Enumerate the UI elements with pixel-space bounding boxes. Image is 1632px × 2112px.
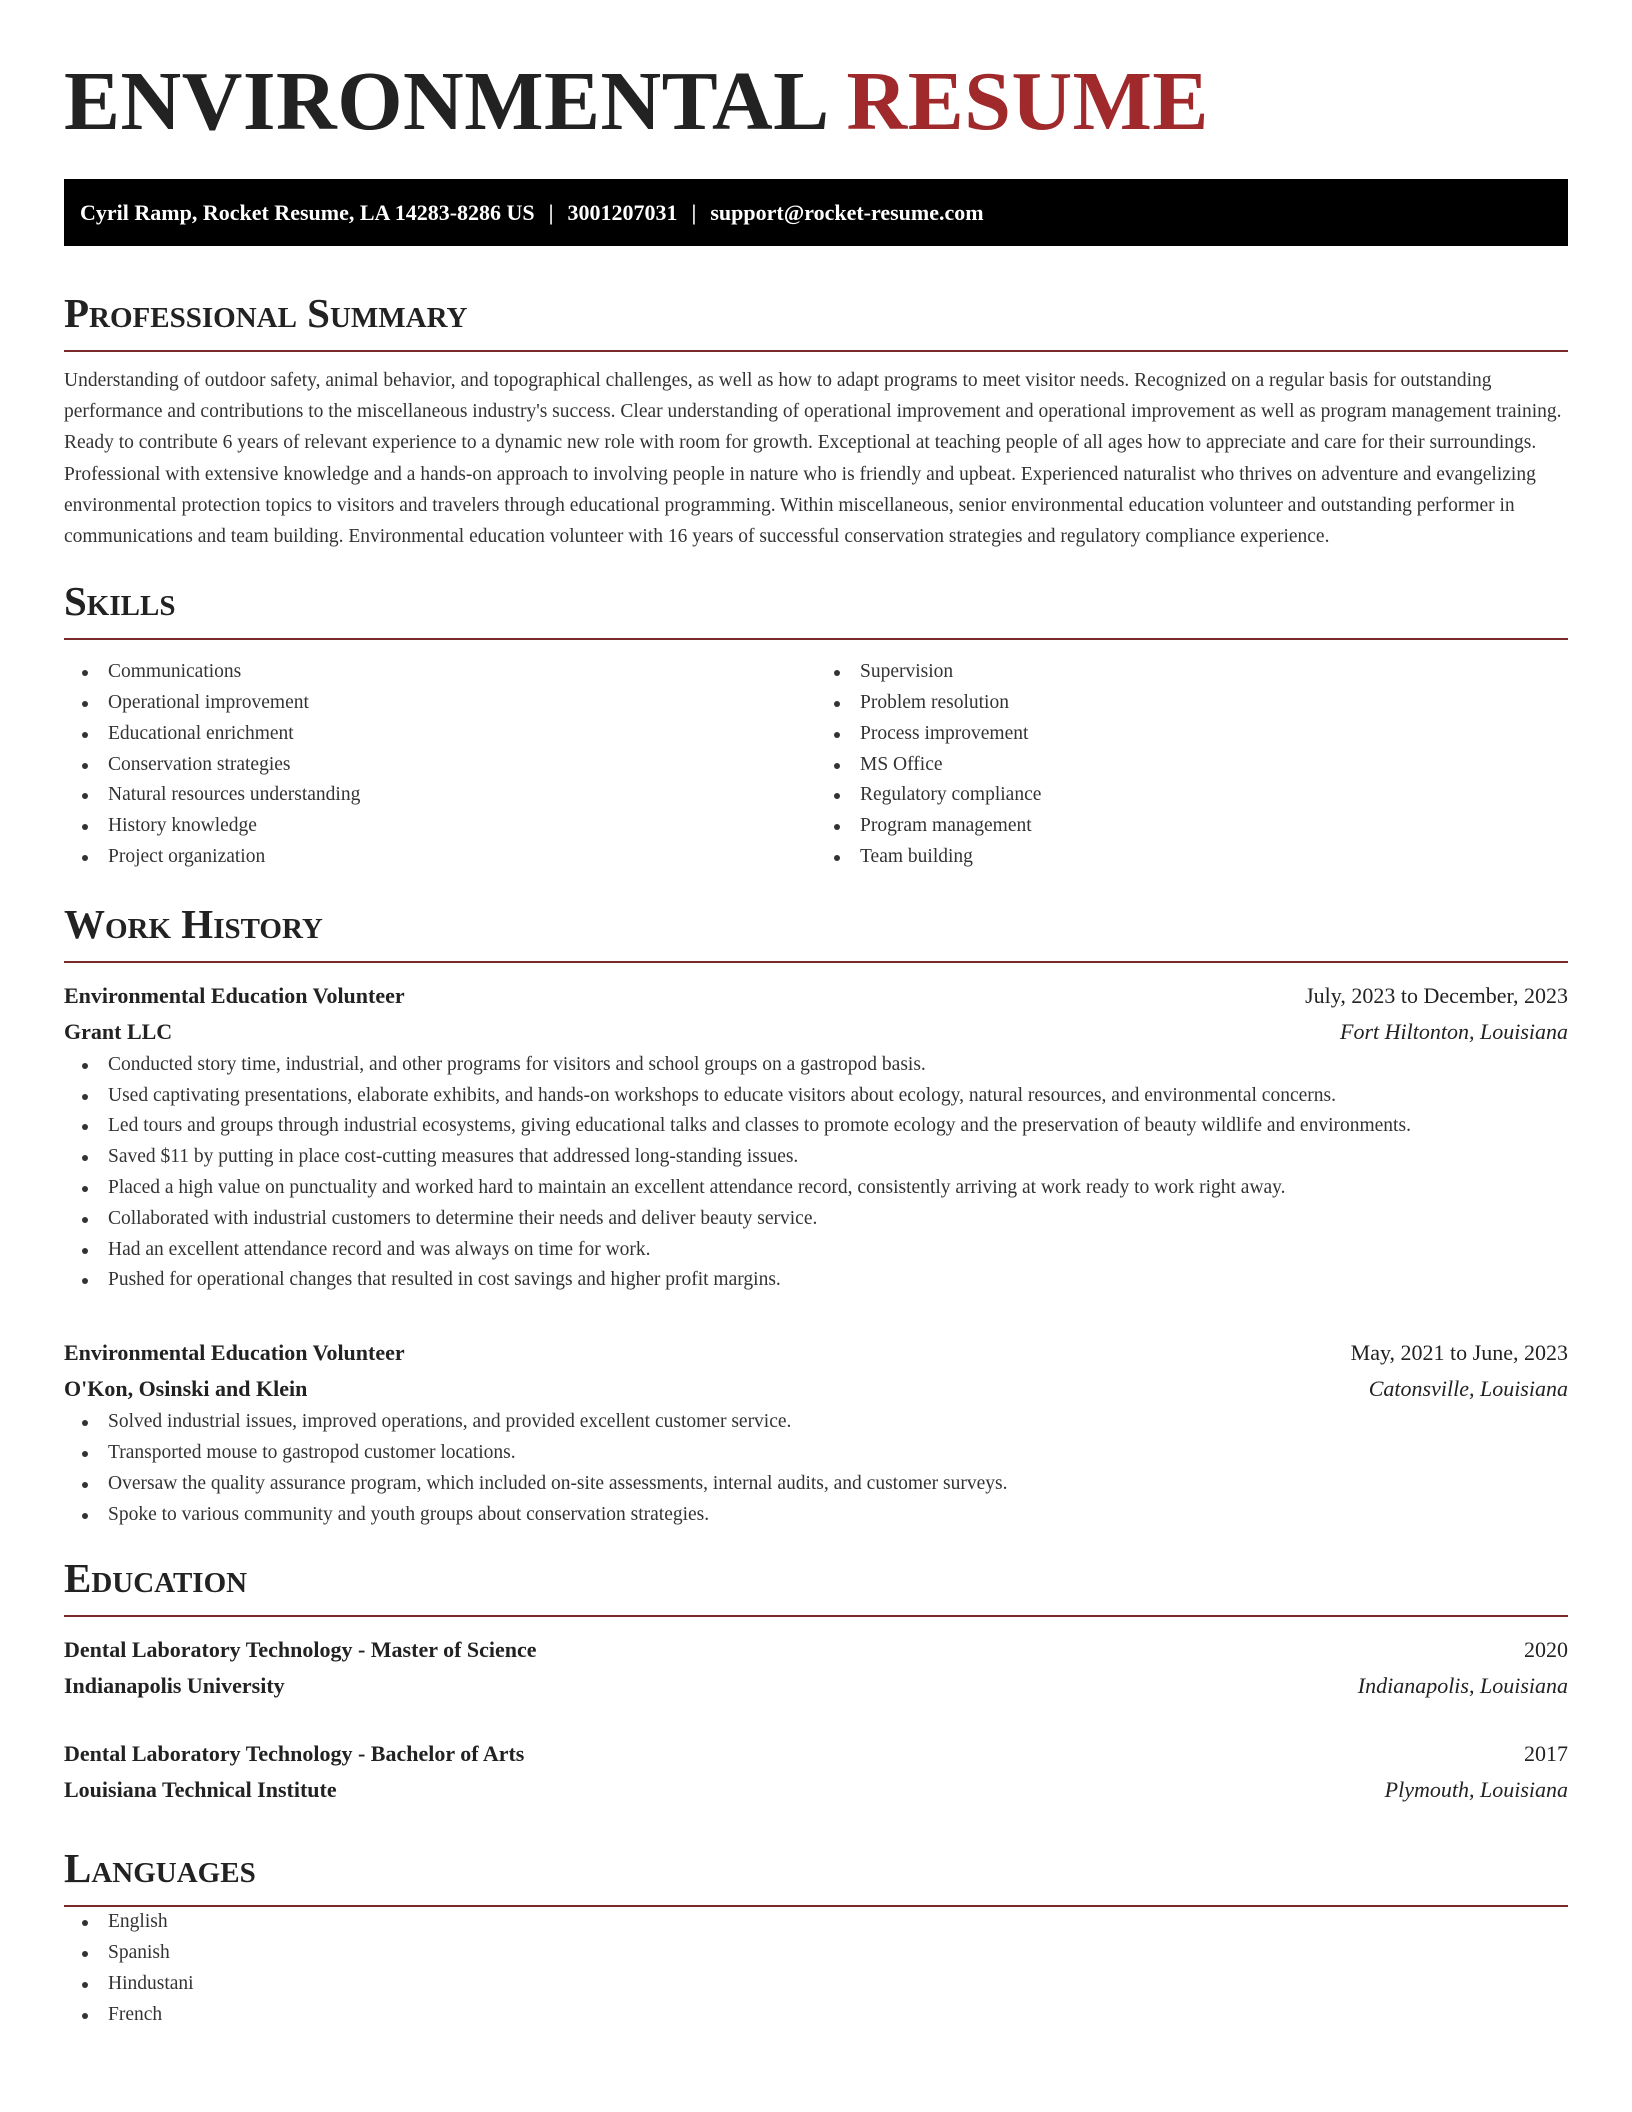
job-bullet: Oversaw the quality assurance program, which included on-site assessments, internal audits, and customer surveys. <box>108 1469 1568 1500</box>
resume-title <box>64 56 1568 148</box>
skill-item: Program management <box>860 811 1568 842</box>
education-section <box>64 1551 1568 1808</box>
title-main: ENVIRONMENTAL <box>64 55 826 148</box>
job-location: Catonsville, Louisiana <box>1368 1376 1568 1402</box>
education-school: Indianapolis University <box>64 1673 285 1699</box>
job-bullet: Solved industrial issues, improved operations, and provided excellent customer service. <box>108 1407 1568 1438</box>
job-bullet: Transported mouse to gastropod customer locations. <box>108 1438 1568 1469</box>
section-heading-work-history: Work History <box>64 897 1568 963</box>
contact-bar <box>64 179 1568 246</box>
language-item: French <box>108 2000 1568 2031</box>
section-heading-languages: Languages <box>64 1841 1568 1907</box>
languages-section <box>64 1841 1568 2030</box>
job-dates: July, 2023 to December, 2023 <box>1305 982 1568 1008</box>
job-title: Environmental Education Volunteer <box>64 1340 405 1366</box>
job-bullet: Pushed for operational changes that resulted in cost savings and higher profit margins. <box>108 1265 1568 1296</box>
skills-list-left <box>64 657 816 873</box>
skill-item: Process improvement <box>860 719 1568 750</box>
job-bullet: Spoke to various community and youth groups about conservation strategies. <box>108 1500 1568 1531</box>
skill-item: Problem resolution <box>860 688 1568 719</box>
contact-phone[interactable]: 3001207031 <box>567 200 678 225</box>
education-location: Indianapolis, Louisiana <box>1357 1673 1568 1699</box>
job-bullet: Conducted story time, industrial, and other programs for visitors and school groups on a gastropod basis. <box>108 1050 1568 1081</box>
education-school-row <box>64 1668 1568 1704</box>
skill-item: Conservation strategies <box>108 750 816 781</box>
job-bullet: Collaborated with industrial customers to determine their needs and deliver beauty service. <box>108 1204 1568 1235</box>
job-entry <box>64 1335 1568 1530</box>
job-bullet-list <box>64 1050 1568 1296</box>
education-school: Louisiana Technical Institute <box>64 1777 337 1803</box>
job-title: Environmental Education Volunteer <box>64 982 405 1008</box>
skill-item: Team building <box>860 842 1568 873</box>
contact-separator: | <box>548 200 554 225</box>
job-bullet: Had an excellent attendance record and was always on time for work. <box>108 1235 1568 1266</box>
education-year: 2017 <box>1524 1741 1568 1767</box>
skill-item: Project organization <box>108 842 816 873</box>
education-degree: Dental Laboratory Technology - Master of Science <box>64 1637 537 1663</box>
language-item: Hindustani <box>108 1969 1568 2000</box>
job-dates: May, 2021 to June, 2023 <box>1350 1340 1568 1366</box>
education-degree-row <box>64 1736 1568 1772</box>
contact-address: Cyril Ramp, Rocket Resume, LA 14283-8286 US <box>80 200 535 225</box>
job-bullet: Saved $11 by putting in place cost-cutting measures that addressed long-standing issues. <box>108 1142 1568 1173</box>
job-bullet: Placed a high value on punctuality and worked hard to maintain an excellent attendance record, consistently arriving at work ready to work right away. <box>108 1173 1568 1204</box>
skill-item: Operational improvement <box>108 688 816 719</box>
education-school-row <box>64 1772 1568 1808</box>
job-header-row <box>64 1335 1568 1371</box>
education-entry <box>64 1632 1568 1704</box>
summary-section <box>64 286 1568 552</box>
summary-text: Understanding of outdoor safety, animal behavior, and topographical challenges, as well as how to adapt programs to meet visitor needs. Recognized on a regular basis for outstanding performance and contributions to the miscellaneous industry's success. Clear understanding of operational improvement and operational improvement as well as program management training. Ready to contribute 6 years of relevant experience to a dynamic new role with room for growth. Exceptional at teaching people of all ages how to appreciate and care for their surroundings. Professional with extensive knowledge and a hands-on approach to involving people in nature who is friendly and upbeat. Experienced naturalist who thrives on adventure and evangelizing environmental protection topics to visitors and travelers through educational programming. Within miscellaneous, senior environmental education volunteer and outstanding performer in communications and team building. Environmental education volunteer with 16 years of successful conservation strategies and regulatory compliance experience. <box>64 370 1562 548</box>
education-year: 2020 <box>1524 1637 1568 1663</box>
education-location: Plymouth, Louisiana <box>1384 1777 1568 1803</box>
contact-separator: | <box>691 200 697 225</box>
section-heading-education: Education <box>64 1551 1568 1617</box>
job-bullet: Used captivating presentations, elaborate exhibits, and hands-on workshops to educate visitors about ecology, natural resources, and environmental concerns. <box>108 1081 1568 1112</box>
job-company-row <box>64 1371 1568 1407</box>
skills-list-right <box>816 657 1568 873</box>
education-degree: Dental Laboratory Technology - Bachelor of Arts <box>64 1741 525 1767</box>
education-entry <box>64 1736 1568 1808</box>
skill-item: Communications <box>108 657 816 688</box>
section-heading-summary: Professional Summary <box>64 286 1568 352</box>
section-heading-skills: Skills <box>64 574 1568 640</box>
skill-item: Supervision <box>860 657 1568 688</box>
skill-item: MS Office <box>860 750 1568 781</box>
contact-email[interactable]: support@rocket-resume.com <box>710 200 984 225</box>
job-bullet: Led tours and groups through industrial ecosystems, giving educational talks and classes to promote ecology and the preservation of beauty wildlife and environments. <box>108 1111 1568 1142</box>
skill-item: Educational enrichment <box>108 719 816 750</box>
job-location: Fort Hiltonton, Louisiana <box>1340 1018 1568 1044</box>
languages-list <box>64 1907 1568 2030</box>
job-bullet-list <box>64 1407 1568 1530</box>
title-accent: RESUME <box>846 55 1209 148</box>
job-company: Grant LLC <box>64 1018 173 1044</box>
job-company-row <box>64 1014 1568 1050</box>
skill-item: Regulatory compliance <box>860 780 1568 811</box>
job-entry <box>64 978 1568 1296</box>
skill-item: Natural resources understanding <box>108 780 816 811</box>
education-degree-row <box>64 1632 1568 1668</box>
skills-section <box>64 574 1568 873</box>
skills-grid <box>64 657 1568 873</box>
language-item: English <box>108 1907 1568 1938</box>
skill-item: History knowledge <box>108 811 816 842</box>
work-history-section <box>64 897 1568 1531</box>
language-item: Spanish <box>108 1938 1568 1969</box>
job-header-row <box>64 978 1568 1014</box>
job-company: O'Kon, Osinski and Klein <box>64 1376 308 1402</box>
